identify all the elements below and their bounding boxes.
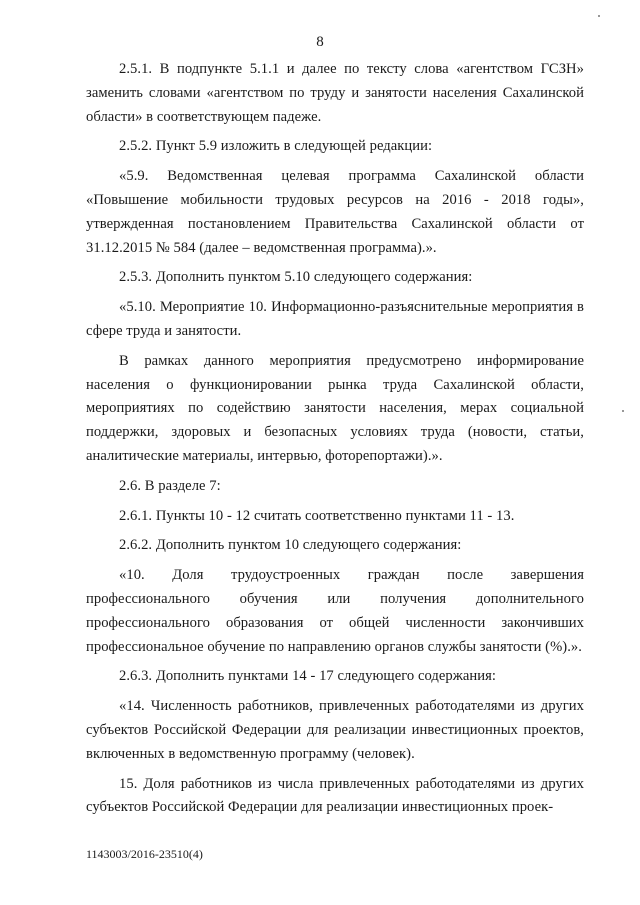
paragraph-2-6: 2.6. В разделе 7: [119,477,221,494]
paragraph-5-9-quote: «5.9. Ведомственная целевая программа Сахалинской области «Повышение мобильности трудовых ресурсов на 2016 - 2018 годы», утвержденная постановлением Правительства Сахалинской области от 31.12.2015 № 584 (далее – ведомственная программа).». [86,168,584,256]
scan-speck-mark [598,15,600,17]
paragraph-item-14-quote: «14. Численность работников, привлеченных работодателями из других субъектов Российской Федерации для реализации инвестиционных проектов, включенных в ведомственную программу (человек). [86,698,584,762]
paragraph-2-6-3: 2.6.3. Дополнить пунктами 14 - 17 следующего содержания: [119,668,497,685]
paragraph-5-10-quote: «5.10. Мероприятие 10. Информационно-разъяснительные мероприятия в сфере труда и занятости. [86,299,584,339]
paragraph-item-15: 15. Доля работников из числа привлеченных работодателями из других субъектов Российской Федерации для реализации инвестиционных проек- [86,775,584,816]
paragraph-2-6-2: 2.6.2. Дополнить пунктом 10 следующего содержания: [119,537,462,554]
paragraph-item-10-quote: «10. Доля трудоустроенных граждан после завершения профессионального обучения или получения дополнительного профессионального образования от общей численности закончивших профессиональное обучение по направлению органов службы занятости (%).». [86,567,584,655]
paragraph-2-5-3: 2.5.3. Дополнить пунктом 5.10 следующего содержания: [119,269,473,286]
paragraph-2-5-1: 2.5.1. В подпункте 5.1.1 и далее по тексту слова «агентством ГСЗН» заменить словами «агентством по труду и занятости населения Сахалинской области» в соответствующем падеже. [86,61,584,125]
scan-speck-mark [622,410,624,412]
paragraph-2-6-1: 2.6.1. Пункты 10 - 12 считать соответственно пунктами 11 - 13. [119,507,515,524]
page-number: 8 [316,34,324,50]
document-registration-code: 1143003/2016-23510(4) [86,847,203,861]
document-body [86,58,584,826]
paragraph-measure-description: В рамках данного мероприятия предусмотрено информирование населения о функционировании рынка труда Сахалинской области, мероприятиях по содействию занятости населения, мерах социальной поддержки, здоровых и безопасных условиях труда (новости, статьи, аналитические материалы, интервью, фоторепортажи).». [86,352,584,464]
paragraph-2-5-2: 2.5.2. Пункт 5.9 изложить в следующей редакции: [119,138,433,155]
